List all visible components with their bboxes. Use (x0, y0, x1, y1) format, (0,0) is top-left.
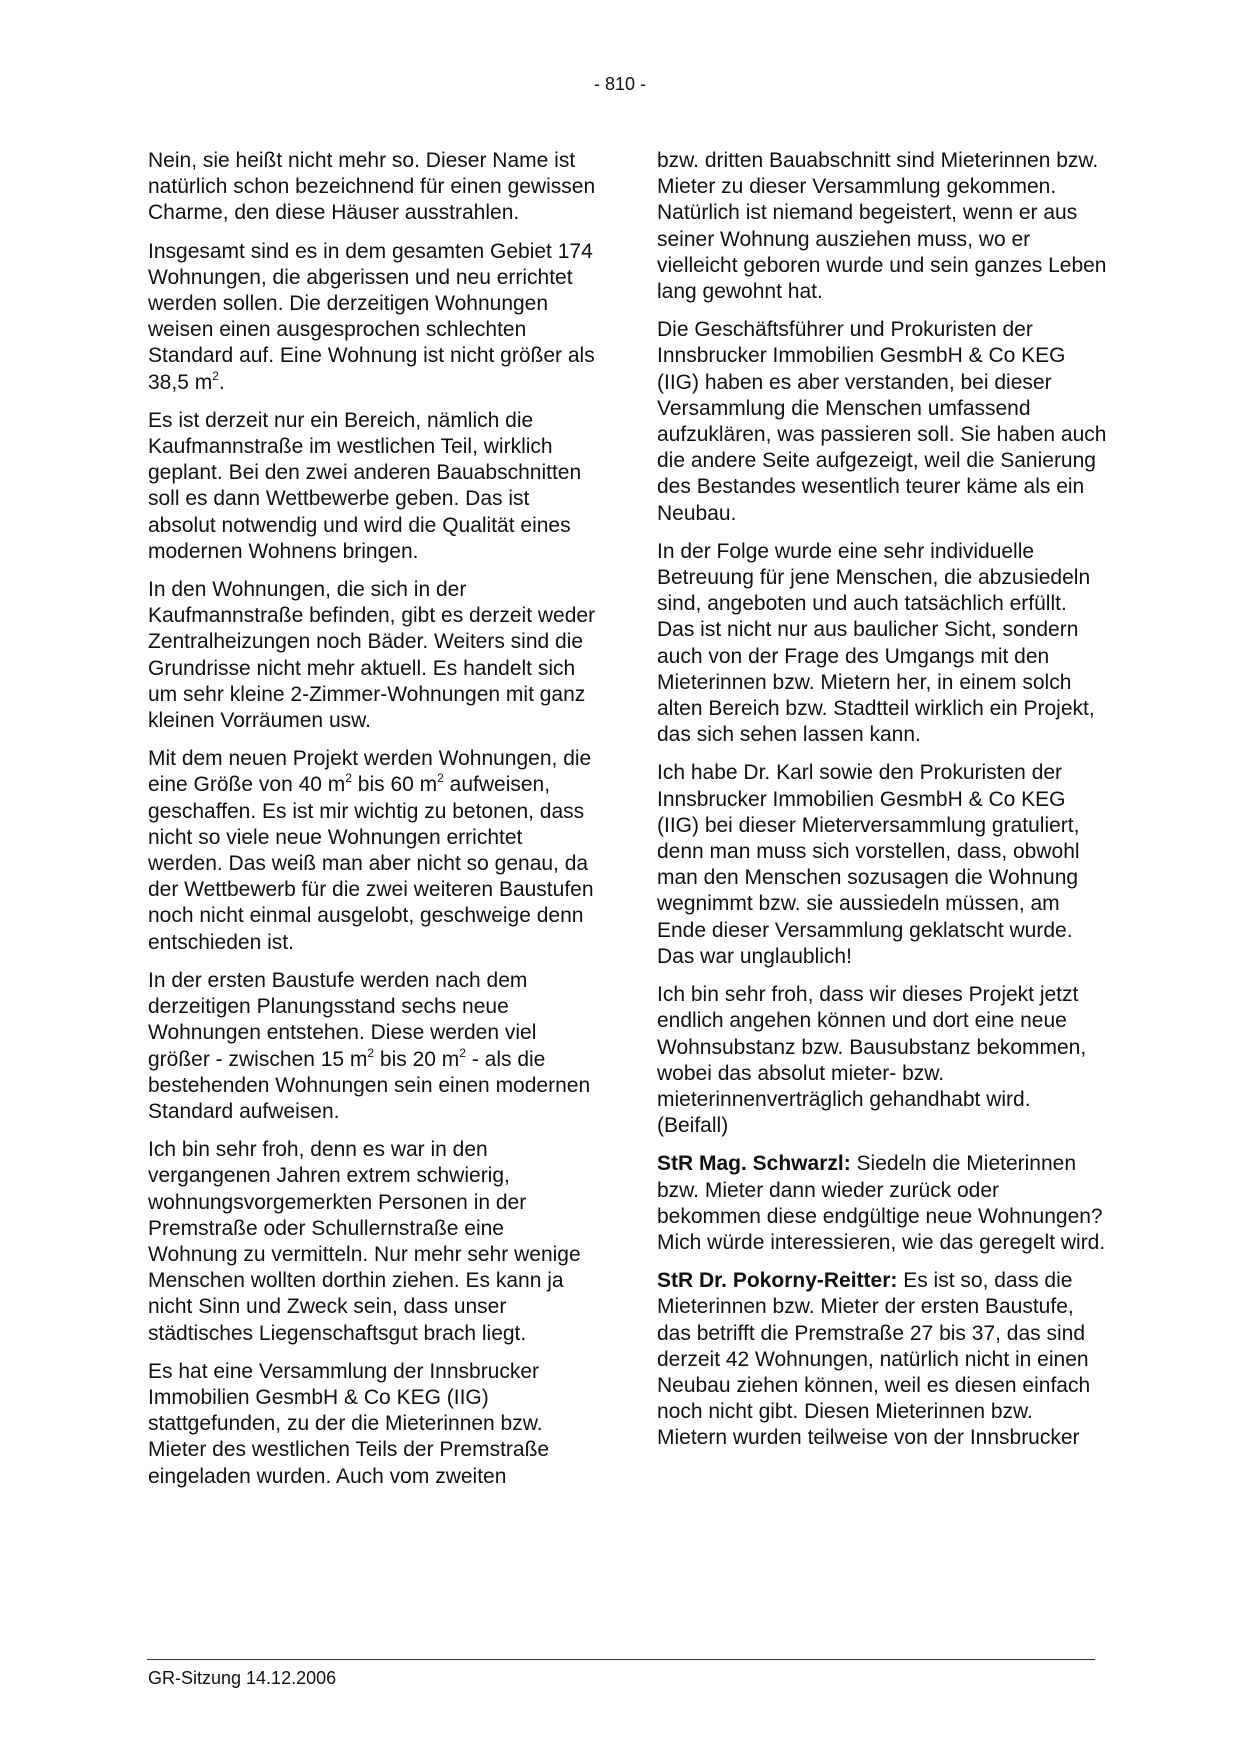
superscript: 2 (345, 771, 352, 786)
superscript: 2 (212, 368, 219, 383)
paragraph: bzw. dritten Bauabschnitt sind Mieterinnen bzw. Mieter zu dieser Versammlung gekommen. Natürlich ist niemand begeistert, wenn er aus seiner Wohnung ausziehen muss, wo er vielleicht geboren wurde und sein ganzes Leben lang gewohnt hat. (657, 149, 1107, 304)
paragraph: Ich habe Dr. Karl sowie den Prokuristen der Innsbrucker Immobilien GesmbH & Co KEG (IIG) bei dieser Mieterversammlung gratuliert, denn man muss sich vorstellen, dass, obwohl man den Menschen sozusagen die Wohnung wegnimmt bzw. sie aussiedeln müssen, am Ende dieser Versammlung geklatscht wurde. Das war unglaublich! (657, 761, 1080, 968)
paragraph-text: - als die bestehenden Wohnungen sein einen modernen Standard aufweisen. (148, 1047, 591, 1123)
paragraph-text: aufweisen, geschaffen. Es ist mir wichtig zu betonen, dass nicht so viele neue Wohnungen errichtet werden. Das weiß man aber nicht so genau, da der Wettbewerb für die zwei weiteren Baustufen noch nicht einmal ausgelobt, geschweige denn entschieden ist. (148, 773, 594, 954)
paragraph: Ich bin sehr froh, dass wir dieses Projekt jetzt endlich angehen können und dort eine neue Wohnsubstanz bzw. Bausubstanz bekommen, wobei das absolut mieter- bzw. mieterinnenverträglich gehandhabt wird. (Beifall) (657, 983, 1087, 1138)
paragraph-text: bis 20 m (374, 1047, 460, 1071)
paragraph: Nein, sie heißt nicht mehr so. Dieser Name ist natürlich schon bezeichnend für einen gewissen Charme, den diese Häuser ausstrahlen. (148, 149, 596, 225)
paragraph: In der Folge wurde eine sehr individuelle Betreuung für jene Menschen, die abzusiedeln sind, angeboten und auch tatsächlich erfüllt. Das ist nicht nur aus baulicher Sicht, sondern auch von der Frage des Umgangs mit den Mieterinnen bzw. Mietern her, in einem solch alten Bereich bzw. Stadtteil wirklich ein Projekt, das sich sehen lassen kann. (657, 539, 1095, 747)
paragraph (657, 1268, 1107, 1451)
paragraph (148, 968, 598, 1125)
paragraph-text: Es ist so, dass die Mieterinnen bzw. Mieter der ersten Baustufe, das betrifft die Premstraße 27 bis 37, das sind derzeit 42 Wohnungen, natürlich nicht in einen Neubau ziehen können, weil es diesen einfach noch nicht gibt. Diesen Mieterinnen bzw. Mietern wurden teilweise von der Innsbrucker (657, 1269, 1091, 1450)
speaker-name: StR Mag. Schwarzl: (657, 1152, 851, 1176)
paragraph-text: Siedeln die Mieterinnen bzw. Mieter dann wieder zurück oder bekommen diese endgültige neue Wohnungen? Mich würde interessieren, wie das geregelt wird. (657, 1152, 1106, 1254)
paragraph-text: In der ersten Baustufe werden nach dem derzeitigen Planungsstand sechs neue Wohnungen entstehen. Diese werden viel größer - zwischen 15 m (148, 968, 537, 1071)
speaker-name: StR Dr. Pokorny-Reitter: (657, 1269, 898, 1293)
footer-text: GR-Sitzung 14.12.2006 (148, 1668, 337, 1688)
superscript: 2 (437, 771, 444, 786)
paragraph-text: bis 60 m (351, 773, 438, 797)
paragraph-text: Mit dem neuen Projekt werden Wohnungen, die eine Größe von 40 m (148, 747, 592, 797)
paragraph-text: . (218, 370, 225, 394)
paragraph: Ich bin sehr froh, denn es war in den vergangenen Jahren extrem schwierig, wohnungsvorgemerkten Personen in der Premstraße oder Schullernstraße eine Wohnung zu vermitteln. Nur mehr sehr wenige Menschen wollten dorthin ziehen. Es kann ja nicht Sinn und Zweck sein, dass unser städtisches Liegenschaftsgut brach liegt. (148, 1138, 581, 1345)
right-column (657, 148, 1107, 1464)
paragraph: In den Wohnungen, die sich in der Kaufmannstraße befinden, gibt es derzeit weder Zentralheizungen noch Bäder. Weiters sind die Grundrisse nicht mehr aktuell. Es handelt sich um sehr kleine 2-Zimmer-Wohnungen mit ganz kleinen Vorräumen usw. (148, 578, 596, 733)
page-number: - 810 - (593, 74, 647, 94)
paragraph (657, 1151, 1107, 1256)
footer-divider (147, 1659, 1095, 1660)
paragraph: Es ist derzeit nur ein Bereich, nämlich die Kaufmannstraße im westlichen Teil, wirklich geplant. Bei den zwei anderen Bauabschnitten soll es dann Wettbewerbe geben. Das ist absolut notwendig und wird die Qualität eines modernen Wohnens bringen. (148, 408, 582, 563)
paragraph-text: Insgesamt sind es in dem gesamten Gebiet 174 Wohnungen, die abgerissen und neu errichtet werden sollen. Die derzeitigen Wohnungen weisen einen ausgesprochen schlechten Standard auf. Eine Wohnung ist nicht größer als 38,5 m (148, 239, 595, 394)
superscript: 2 (459, 1045, 466, 1060)
paragraph: Die Geschäftsführer und Prokuristen der Innsbrucker Immobilien GesmbH & Co KEG (IIG) haben es aber verstanden, bei dieser Versammlung die Menschen umfassend aufzuklären, was passieren soll. Sie haben auch die andere Seite aufgezeigt, weil die Sanierung des Bestandes wesentlich teurer käme als ein Neubau. (657, 318, 1107, 525)
left-column (148, 148, 598, 1502)
paragraph: Es hat eine Versammlung der Innsbrucker Immobilien GesmbH & Co KEG (IIG) stattgefunden, zu der die Mieterinnen bzw. Mieter des westlichen Teils der Premstraße eingeladen wurden. Auch vom zweiten (148, 1359, 550, 1488)
paragraph (148, 239, 598, 396)
paragraph (148, 746, 598, 956)
superscript: 2 (367, 1045, 375, 1060)
